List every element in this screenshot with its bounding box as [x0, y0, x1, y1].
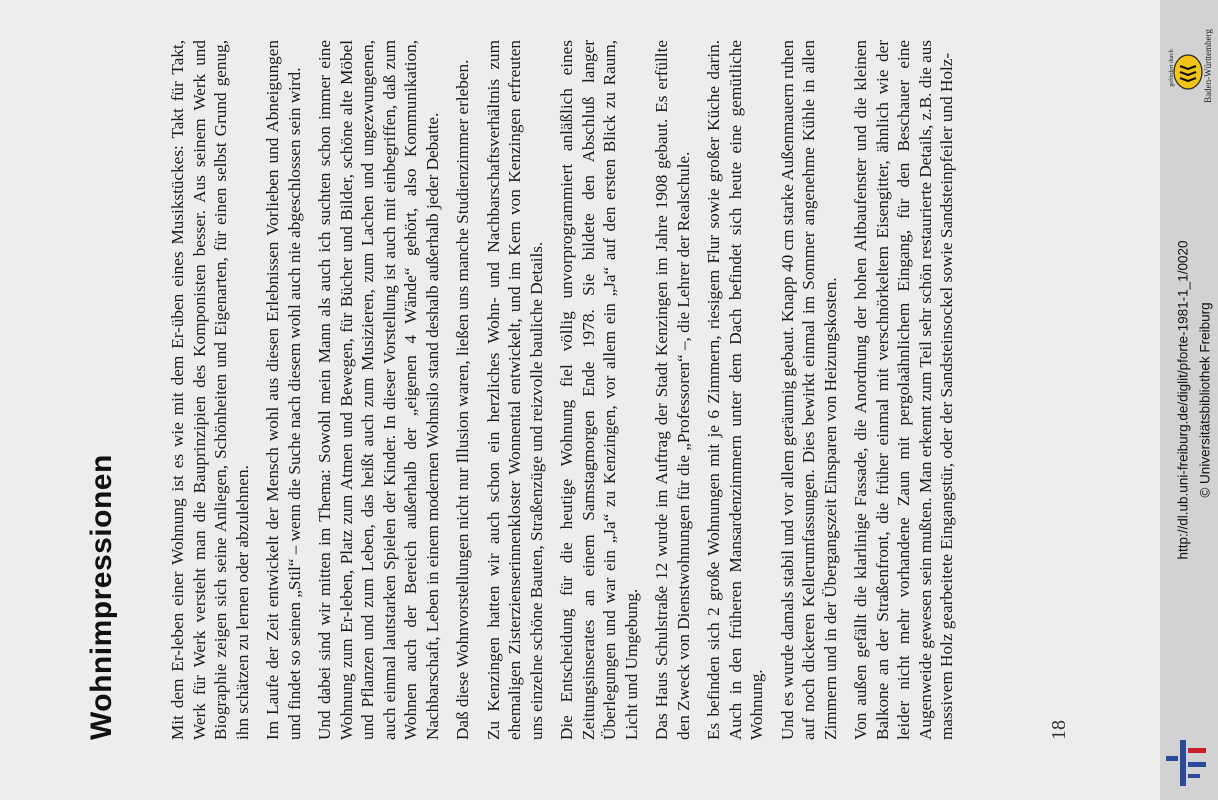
sponsor-region-label: Baden-Württemberg [1203, 29, 1213, 103]
sponsor-caption: gefördert durch [1169, 49, 1175, 87]
paragraph: Von außen gefällt die klarlinige Fassade, die Anordnung der hohen Altbaufenster und die kleinen Balkone an der Straßenfront, die früher einmal mit verschnörkeltem Eisengitter, ähnlich wie der leider nicht mehr vorhandene Zaun mit pergolaähnlichem Eingang, für den Beschauer eine Augenweide gewesen sein mußten. Man erkennt zum Teil sehr schön restaurierte Details, z.B. die aus massivem Holz gearbeitete Eingangstür, oder der Sandsteinsockel sowie Sandsteinpfeiler und Holz- [851, 40, 956, 740]
paragraph: Es befinden sich 2 große Wohnungen mit je 6 Zimmern, riesigem Flur sowie großer Küche darin. Auch in den früheren Mansardenzimmern unter dem Dach befindet sich heute eine gemütliche Wohnung. [704, 40, 766, 740]
paragraph: Und dabei sind wir mitten im Thema: Sowohl mein Mann als auch ich suchten schon immer eine Wohnung zum Er-leben, Platz zum Atmen und Bewegen, für Bücher und Bilder, schöne alte Möbel und Pflanzen und zum Leben, das heißt auch zum Musizieren, zum Lachen und ungezwungenen, auch einmal lautstarken Spielen der Kinder. In dieser Vorstellung ist auch mit einbegriffen, daß zum Wohnen auch der Bereich außerhalb der „eigenen 4 Wände“ gehört, also Kommunikation, Nachbarschaft, Leben in einem modernen Wohnsilo stand deshalb außerhalb jeder Debatte. [315, 40, 442, 740]
source-url-link[interactable]: http://dl.ub.uni-freiburg.de/diglit/pforte-1981-1_1/0020 [1175, 240, 1191, 560]
paragraph: Mit dem Er-leben einer Wohnung ist es wie mit dem Er-üben eines Musikstückes: Takt für Takt, Werk für Werk versteht man die Bauprinzipien des Komponisten besser. Aus seinem Werk und Biographie zeigen sich seine Anliegen, Schönheiten und Eigenarten, für einen selbst Grund genug, ihn schätzen zu lernen oder abzulehnen. [168, 40, 252, 740]
paragraph: Im Laufe der Zeit entwickelt der Mensch wohl aus diesen Erlebnissen Vorlieben und Abneigungen und findet so seinen „Stil“ – wenn die Suche nach diesem wohl auch nie abgeschlossen sein wird. [263, 40, 304, 740]
paragraph: Daß diese Wohnvorstellungen nicht nur Illusion waren, ließen uns manche Studienzimmer erleben. [453, 59, 472, 740]
article-title: Wohnimpressionen [85, 454, 118, 740]
copyright-notice: © Universitätsbibliothek Freiburg [1197, 302, 1213, 498]
paragraph: Die Entscheidung für die heutige Wohnung fiel völlig unvorprogrammiert anläßlich eines Zeitungsinserates an einem Samstagmorgen Ende 1978. Sie bildete den Abschluß langer Überlegungen und war ein „Ja“ zu Kenzingen, vor allem ein „Ja“ auf den ersten Blick zu Raum, Licht und Umgebung. [557, 40, 641, 740]
library-logo-icon [1166, 740, 1206, 786]
paragraph: Zu Kenzingen hatten wir auch schon ein herzliches Wohn- und Nachbarschaftsverhältnis zum ehemaligen Zisterzienserinnenkloster Wonnental entwickelt, und im Kern von Kenzingen erfreuten uns einzelne schöne Bauten, Straßenzüge und reizvolle bauliche Details. [483, 40, 546, 740]
paragraph: Und es wurde damals stabil und vor allem geräumig gebaut. Knapp 40 cm starke Außenmauern ruhen auf noch dickeren Kellerumfassungen. Dies bewirkt einmal im Sommer angenehme Kühle in allen Zimmern und in der Übergangszeit Einsparen von Heizungskosten. [777, 40, 840, 740]
page-number: 18 [1048, 720, 1070, 740]
rotated-page-content [40, 40, 1120, 760]
article-body [167, 40, 967, 740]
paragraph: Das Haus Schulstraße 12 wurde im Auftrag der Stadt Kenzingen im Jahre 1908 gebaut. Es erfüllte den Zweck von Dienstwohnungen für die „Professoren“ –, die Lehrer der Realschule. [652, 40, 693, 740]
